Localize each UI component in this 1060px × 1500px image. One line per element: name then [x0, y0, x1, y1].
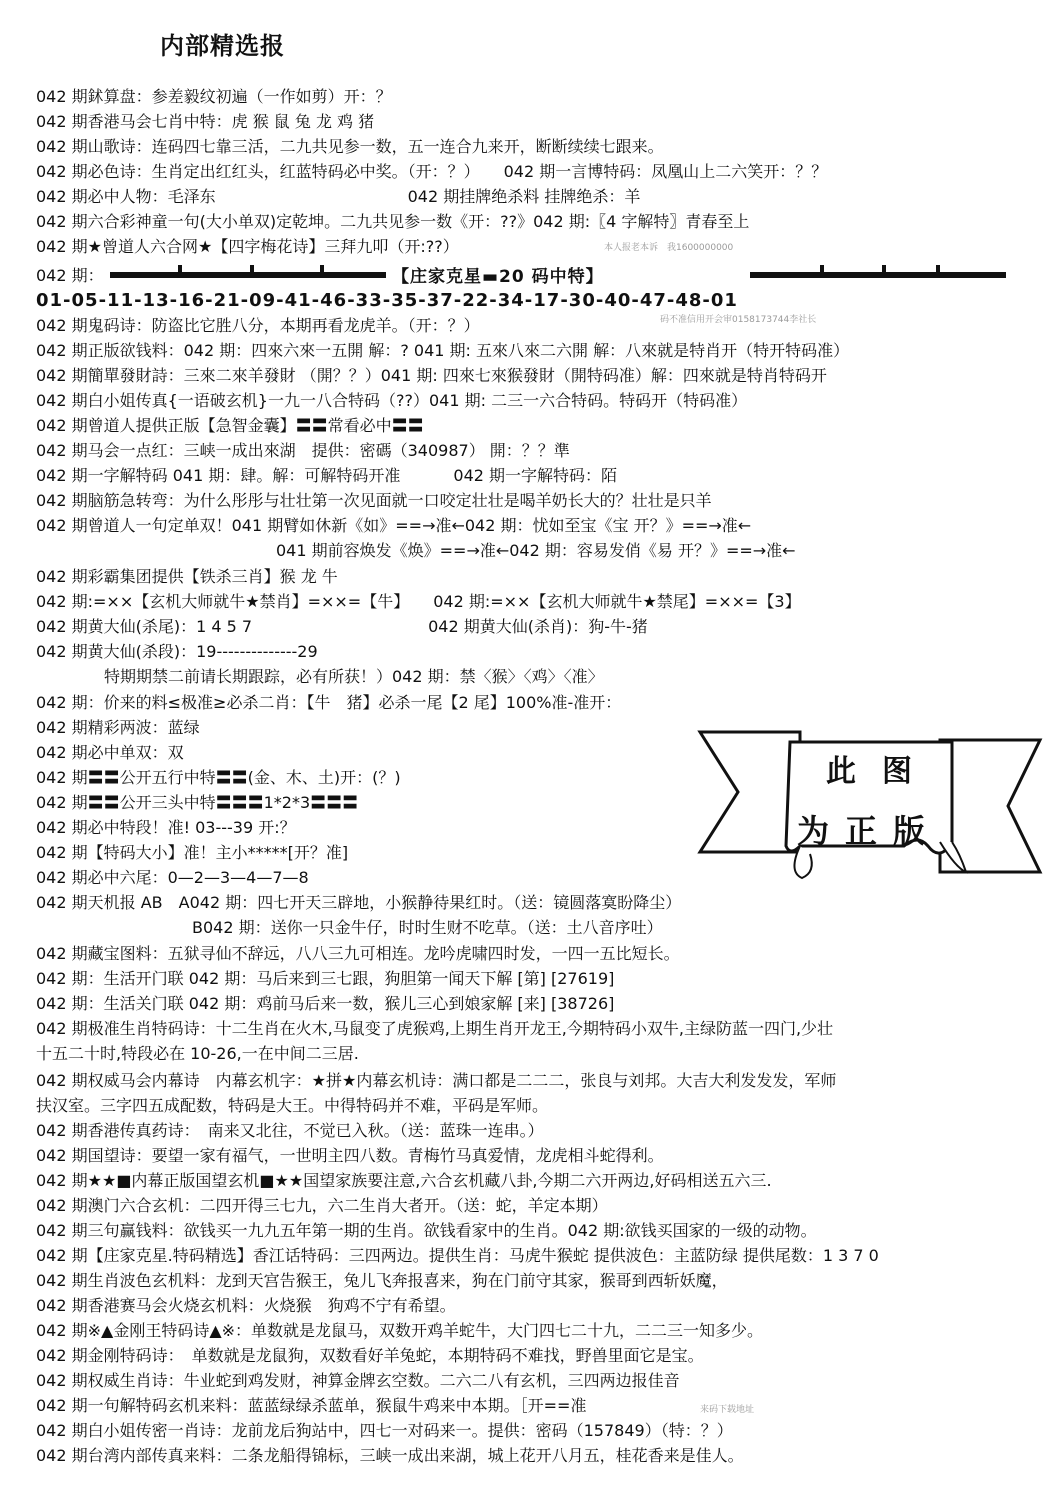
page-title: 内部精选报: [160, 32, 285, 60]
bar-row: [36, 262, 1026, 287]
text-line: 042 期黄大仙(杀尾)：1 4 5 7 042 期黄大仙(杀肖)：狗-牛-猪: [36, 617, 648, 636]
bar-tick: [936, 265, 940, 277]
text-line: 042 期台湾内部传真来料：二条龙船得锦标，三峡一成出来湖，城上花开八月五，桂花香来是佳人。: [36, 1446, 744, 1465]
banner-text-line-1: 此图: [826, 754, 938, 789]
text-line: 042 期香港传真药诗： 南来又北往，不觉已入秋。（送：蓝珠一连串。）: [36, 1121, 544, 1140]
text-line: 042 期生肖波色玄机料：龙到天宫告猴王，兔儿飞奔报喜来，狗在门前守其家，猴哥到西斩妖魔，: [36, 1271, 728, 1290]
faint-watermark-text: 来码下载地址: [700, 1405, 755, 1415]
text-line: 042 期鉥算盘：参差毅纹初遍（一作如剪）开：？: [36, 87, 392, 106]
text-line: 042 期〓〓公开三头中特〓〓〓1*2*3〓〓〓: [36, 793, 359, 812]
text-line: 042 期：生活关门联 042 期：鸡前马后来一数，猴儿三心到娘家解 [来] [38726]: [36, 994, 615, 1013]
text-line-indented: 041 期前容焕发《焕》==→准←042 期：容易发俏《易 开？》==→准←: [276, 541, 796, 560]
text-line-indented: 特期期禁二前请长期跟踪，必有所获！）042 期：禁〈猴〉〈鸡〉〈准〉: [104, 667, 604, 686]
text-line: 042 期【特码大小】准！主小*****[开？准]: [36, 843, 349, 862]
text-line: 042 期香港赛马会火烧玄机料：火烧猴 狗鸡不宁有希望。: [36, 1296, 456, 1315]
text-line: 042 期白小姐传真{一语破玄机}一九一八合特码（??）041 期: 二三一六合特码。特码开（特码准）: [36, 391, 748, 410]
text-line: 042 期马会一点红：三峡一成出來湖 提供：密碼（340987） 開：？？準: [36, 441, 570, 460]
text-line: 042 期必中人物：毛泽东 042 期挂牌绝杀料 挂牌绝杀：羊: [36, 187, 641, 206]
faint-watermark-text: 本人报老本诉 我1600000000: [604, 243, 734, 253]
number-row: 01-05-11-13-16-21-09-41-46-33-35-37-22-34-17-30-40-47-48-01: [36, 290, 738, 311]
text-line: 042 期正版欲钱料：042 期：四來六來一五開 解：? 041 期: 五來八來二六開 解：八來就是特肖开（特开特码准）: [36, 341, 850, 360]
text-line: 042 期极准生肖特码诗：十二生肖在火木,马鼠变了虎猴鸡,上期生肖开龙王,今期特码小双牛,主绿防蓝一四门,少壮: [36, 1019, 834, 1038]
bar-tick: [320, 265, 324, 277]
text-line: 042 期曾道人一句定单双！041 期臂如休新《如》==→准←042 期：忧如至宝《宝 开？》==→准←: [36, 516, 752, 535]
text-line: 042 期※▲金刚王特码诗▲※：单数就是龙鼠马，双数开鸡羊蛇牛，大门四七二十九，二二三一知多少。: [36, 1321, 764, 1340]
bar-tick: [820, 265, 824, 277]
bar-tick: [882, 265, 886, 277]
text-line: 042 期★★■内幕正版国望玄机■★★国望家族要注意,六合玄机藏八卦,今期二六开两边,好码相送五六三.: [36, 1171, 772, 1190]
text-line: 042 期一字解特码 041 期：肆。解：可解特码开准 042 期一字解特码：陌: [36, 466, 618, 485]
text-line: 扶汉室。三字四五成配数，特码是大王。中得特码并不难，平码是军师。: [36, 1096, 549, 1115]
text-line: 042 期必中六尾：0—2—3—4—7—8: [36, 868, 309, 887]
text-line: 042 期国望诗：要望一家有福气，一世明主四八数。青梅竹马真爱情，龙虎相斗蛇得利。: [36, 1146, 664, 1165]
text-line: 042 期香港马会七肖中特：虎 猴 鼠 兔 龙 鸡 猪: [36, 112, 375, 131]
text-line: 042 期彩霸集团提供【铁杀三肖】猴 龙 牛: [36, 567, 338, 586]
text-line: 042 期：价来的料≤极准≥必杀二肖：【牛 猪】必杀一尾【2 尾】100%准-准开：: [36, 693, 622, 712]
text-line: 042 期〓〓公开五行中特〓〓(金、木、土)开：(？): [36, 768, 401, 787]
text-line: 042 期：生活开门联 042 期：马后来到三七跟，狗胆第一闻天下解 [第] [27619]: [36, 969, 615, 988]
text-line: 042 期脑筋急转弯：为什么彤彤与壮壮第一次见面就一口咬定壮壮是喝羊奶长大的？壮壮是只羊: [36, 491, 712, 510]
bar-segment-right: [750, 272, 1006, 278]
text-line: 042 期一句解特码玄机来料：蓝蓝绿绿杀蓝单，猴鼠牛鸡来中本期。［开==准: [36, 1396, 587, 1415]
text-line: 042 期:=××【玄机大师就牛★禁肖】=××=【牛】 042 期:=××【玄机大师就牛★禁尾】=××=【3】: [36, 592, 801, 611]
text-line: 042 期必中特段！准! 03---39 开:？: [36, 818, 296, 837]
text-line: 042 期山歌诗：连码四七靠三活，二九共见参一数，五一连合九来开，断断续续七跟来。: [36, 137, 664, 156]
banner-text-line-2: 为正版: [797, 812, 942, 850]
text-line: 042 期鬼码诗：防盗比它胜八分，本期再看龙虎羊。（开：？）: [36, 316, 480, 335]
text-line: 042 期六合彩神童一句(大小单双)定乾坤。二九共见参一数《开：??》042 期:〖4 字解特〗青春至上: [36, 212, 750, 231]
bar-segment-left: [110, 272, 386, 278]
text-line: 042 期天机报 AB A042 期：四七开天三辟地，小猴静待果红时。（送：镜圆落寞盼降尘）: [36, 893, 682, 912]
text-line: 042 期权威生肖诗：牛业蛇到鸡发财，神算金牌玄空数。二六二八有玄机，三四两边报佳音: [36, 1371, 680, 1390]
text-line: 042 期三句赢钱料：欲钱买一九九五年第一期的生肖。欲钱看家中的生肖。042 期:欲钱买国家的一级的动物。: [36, 1221, 817, 1240]
text-line: 042 期黄大仙(杀段)：19--------------29: [36, 642, 318, 661]
bar-row-center-text: 【庄家克星▬20 码中特】: [390, 262, 606, 287]
bar-row-label: 042 期：: [36, 266, 104, 285]
faint-watermark-text: 码不准信用开会审0158173744李社长: [660, 315, 817, 325]
text-line: 042 期权威马会内幕诗 内幕玄机字：★拼★内幕玄机诗：满口都是二二二，张良与刘邦。大吉大利发发发，军师: [36, 1071, 837, 1090]
text-line: 042 期【庄家克星.特码精选】香江话特码：三四两边。提供生肖：马虎牛猴蛇 提供波色：主蓝防绿 提供尾数：1 3 7 0: [36, 1246, 879, 1265]
text-line: 042 期曾道人提供正版【急智金囊】〓〓常看必中〓〓: [36, 416, 424, 435]
text-line: 042 期簡單發財詩：三來二來羊發財 （開？？）041 期: 四來七來猴發財（開特码准）解：四來就是特肖特码开: [36, 366, 827, 385]
text-line: 042 期白小姐传密一肖诗：龙前龙后狗站中，四七一对码来一。提供：密码（157849）（特：？）: [36, 1421, 733, 1440]
bar-tick: [178, 265, 182, 277]
text-line: 042 期必色诗：生肖定出红红头，红蓝特码必中奖。（开：？） 042 期一言博特码：凤凰山上二六笑开：？？: [36, 162, 828, 181]
text-line: 042 期金刚特码诗： 单数就是龙鼠狗，双数看好羊兔蛇，本期特码不难找，野兽里面它是宝。: [36, 1346, 704, 1365]
text-line: 十五二十时,特段必在 10-26,一在中间二三居.: [36, 1044, 359, 1063]
text-line: 042 期必中单双：双: [36, 743, 184, 762]
text-line: 042 期精彩两波：蓝绿: [36, 718, 200, 737]
text-line-indented: B042 期：送你一只金牛仔，时时生财不吃草。（送：土八音序吐）: [192, 918, 663, 937]
bar-tick: [250, 265, 254, 277]
text-line: 042 期藏宝图料：五狱寻仙不辞远，八八三九可相连。龙吟虎啸四时发，一四一五比短长。: [36, 944, 680, 963]
text-line: 042 期澳门六合玄机：二四开得三七九，六二生肖大者开。（送：蛇，羊定本期）: [36, 1196, 608, 1215]
text-line: 042 期★曾道人六合网★【四字梅花诗】三拜九叩（开:??）: [36, 237, 459, 256]
